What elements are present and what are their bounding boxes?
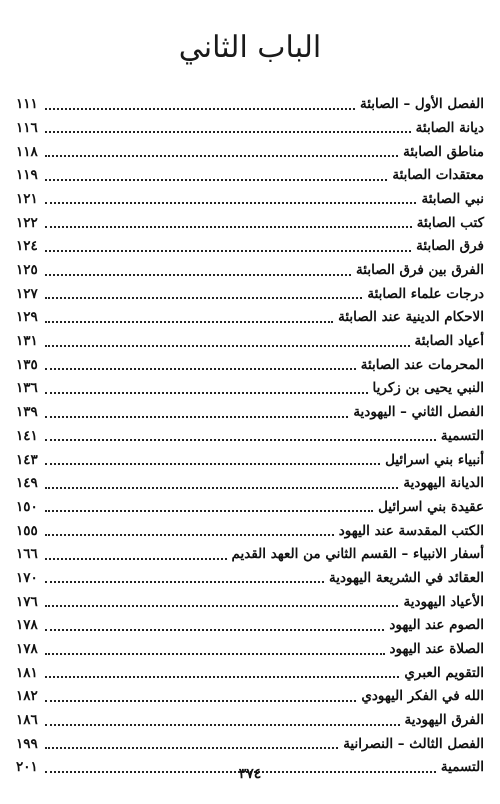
toc-entry bbox=[16, 562, 484, 586]
dot-leader bbox=[45, 746, 338, 749]
toc-entry-page: ١٧٨ bbox=[16, 617, 38, 634]
toc-entry bbox=[16, 396, 484, 420]
toc-entry-page: ٢٠١ bbox=[16, 759, 38, 776]
toc-entry bbox=[16, 585, 484, 609]
toc-entry-title: الله في الفكر اليهودي bbox=[361, 688, 484, 705]
toc-entry bbox=[16, 633, 484, 657]
dot-leader bbox=[45, 533, 334, 536]
toc-entry-page: ١٩٩ bbox=[16, 735, 38, 752]
toc-entry bbox=[16, 278, 484, 302]
toc-entry-title: المحرمات عند الصابئة bbox=[360, 356, 484, 373]
dot-leader bbox=[45, 509, 373, 512]
toc-entry-page: ١٣٩ bbox=[16, 404, 38, 421]
toc-entry-title: أعياد الصابئة bbox=[414, 333, 484, 350]
toc-entry-page: ١٤١ bbox=[16, 427, 38, 444]
toc-entry-title: عقيدة بني اسرائيل bbox=[378, 498, 484, 515]
toc-entry bbox=[16, 443, 484, 467]
dot-leader bbox=[45, 320, 333, 323]
dot-leader bbox=[45, 273, 351, 276]
toc-entry bbox=[16, 538, 484, 562]
toc-entry bbox=[16, 183, 484, 207]
toc-entry bbox=[16, 420, 484, 444]
toc-entry-page: ١٢٤ bbox=[16, 238, 38, 255]
dot-leader bbox=[45, 675, 399, 678]
dot-leader bbox=[45, 296, 362, 299]
toc-entry-title: أنبياء بني اسرائيل bbox=[385, 451, 484, 468]
dot-leader bbox=[45, 201, 416, 204]
toc-entry-page: ١٦٦ bbox=[16, 546, 38, 563]
toc-entry-title: النبي يحيى بن زكريا bbox=[372, 380, 484, 397]
dot-leader bbox=[45, 225, 412, 228]
dot-leader bbox=[45, 438, 436, 441]
toc-entry-title: الفرق بين فرق الصابئة bbox=[356, 262, 484, 278]
toc-entry-title: معتقدات الصابئة bbox=[392, 167, 484, 184]
toc-entry bbox=[16, 349, 484, 373]
toc-entry-title: أسفار الانبياء – القسم الثاني من العهد القديم bbox=[231, 546, 484, 563]
toc-entry-page: ١٣٦ bbox=[16, 380, 38, 397]
toc-entry bbox=[16, 112, 484, 136]
toc-entry-page: ١٢٧ bbox=[16, 285, 38, 302]
toc-entry-title: الفرق اليهودية bbox=[404, 712, 484, 729]
toc-entry-title: الفصل الثاني – اليهودية bbox=[353, 404, 484, 421]
dot-leader bbox=[45, 628, 384, 631]
dot-leader bbox=[45, 391, 368, 394]
toc-entry-title: الصوم عند اليهود bbox=[389, 617, 484, 634]
dot-leader bbox=[45, 486, 398, 489]
toc-entry bbox=[16, 514, 484, 538]
toc-entry bbox=[16, 254, 484, 278]
toc-entry-title: مناطق الصابئة bbox=[403, 143, 484, 160]
toc-entry-title: الفصل الثالث – النصرانية bbox=[343, 735, 484, 752]
toc-entry-title: التقويم العبري bbox=[404, 664, 484, 681]
toc-entry-page: ١٥٠ bbox=[16, 498, 38, 515]
toc-entry-title: الديانة اليهودية bbox=[403, 475, 484, 492]
toc-entry-page: ١٢٩ bbox=[16, 309, 38, 326]
toc-entry-page: ١١١ bbox=[16, 96, 38, 113]
dot-leader bbox=[45, 249, 411, 252]
toc-entry-title: درجات علماء الصابئة bbox=[367, 285, 484, 302]
toc-entry-page: ١٢١ bbox=[16, 190, 38, 207]
toc-entry bbox=[16, 372, 484, 396]
toc-entry bbox=[16, 135, 484, 159]
dot-leader bbox=[45, 415, 348, 418]
toc-entry bbox=[16, 704, 484, 728]
dot-leader bbox=[45, 604, 398, 607]
toc-entry-page: ١٨١ bbox=[16, 664, 38, 681]
page-number: ٣٧٤ bbox=[238, 766, 262, 782]
dot-leader bbox=[45, 344, 410, 347]
toc-entry-title: الفصل الأول – الصابئة bbox=[359, 96, 484, 113]
toc-entry-page: ١٢٢ bbox=[16, 214, 38, 231]
toc-entry-title: فرق الصابئة bbox=[416, 238, 484, 255]
dot-leader bbox=[45, 107, 355, 110]
toc-entry-page: ١٣٥ bbox=[16, 356, 38, 373]
toc-entry-title: العقائد في الشريعة اليهودية bbox=[329, 569, 484, 586]
toc-entry-page: ١١٦ bbox=[16, 119, 38, 136]
toc-entry-title: التسمية bbox=[440, 427, 484, 444]
table-of-contents bbox=[16, 88, 484, 775]
toc-entry bbox=[16, 88, 484, 112]
toc-entry bbox=[16, 230, 484, 254]
toc-entry-title: الاحكام الدينية عند الصابئة bbox=[338, 309, 484, 326]
toc-entry bbox=[16, 206, 484, 230]
dot-leader bbox=[45, 367, 356, 370]
dot-leader bbox=[45, 557, 227, 560]
toc-entry-title: الصلاة عند اليهود bbox=[389, 641, 484, 657]
toc-entry-title: التسمية bbox=[440, 759, 484, 776]
dot-leader bbox=[45, 154, 398, 157]
toc-entry bbox=[16, 467, 484, 491]
toc-entry bbox=[16, 491, 484, 515]
toc-entry-title: الكتب المقدسة عند اليهود bbox=[338, 522, 484, 539]
toc-entry-title: الأعياد اليهودية bbox=[403, 593, 484, 610]
chapter-heading: الباب الثاني bbox=[178, 30, 322, 65]
toc-entry-page: ١٧٠ bbox=[16, 569, 38, 586]
toc-entry-page: ١٧٨ bbox=[16, 641, 38, 657]
toc-entry bbox=[16, 680, 484, 704]
dot-leader bbox=[45, 462, 380, 465]
toc-entry bbox=[16, 159, 484, 183]
dot-leader bbox=[45, 699, 356, 702]
toc-entry-page: ١٧٦ bbox=[16, 593, 38, 610]
toc-entry-page: ١١٩ bbox=[16, 167, 38, 184]
toc-entry-page: ١٢٥ bbox=[16, 262, 38, 278]
toc-entry-page: ١٨٦ bbox=[16, 712, 38, 729]
toc-entry bbox=[16, 325, 484, 349]
dot-leader bbox=[45, 652, 385, 655]
toc-entry-page: ١٨٢ bbox=[16, 688, 38, 705]
dot-leader bbox=[45, 723, 400, 726]
toc-entry bbox=[16, 301, 484, 325]
toc-entry-title: ديانة الصابئة bbox=[415, 119, 484, 136]
dot-leader bbox=[45, 178, 387, 181]
toc-entry bbox=[16, 609, 484, 633]
toc-entry-page: ١١٨ bbox=[16, 143, 38, 160]
toc-entry bbox=[16, 657, 484, 681]
dot-leader bbox=[45, 130, 411, 133]
toc-entry-page: ١٣١ bbox=[16, 333, 38, 350]
toc-entry-page: ١٤٩ bbox=[16, 475, 38, 492]
toc-entry-page: ١٤٣ bbox=[16, 451, 38, 468]
toc-entry-title: نبي الصابئة bbox=[421, 190, 484, 207]
dot-leader bbox=[45, 580, 324, 583]
toc-entry bbox=[16, 728, 484, 752]
toc-entry-title: كتب الصابئة bbox=[416, 214, 484, 231]
toc-entry-page: ١٥٥ bbox=[16, 522, 38, 539]
